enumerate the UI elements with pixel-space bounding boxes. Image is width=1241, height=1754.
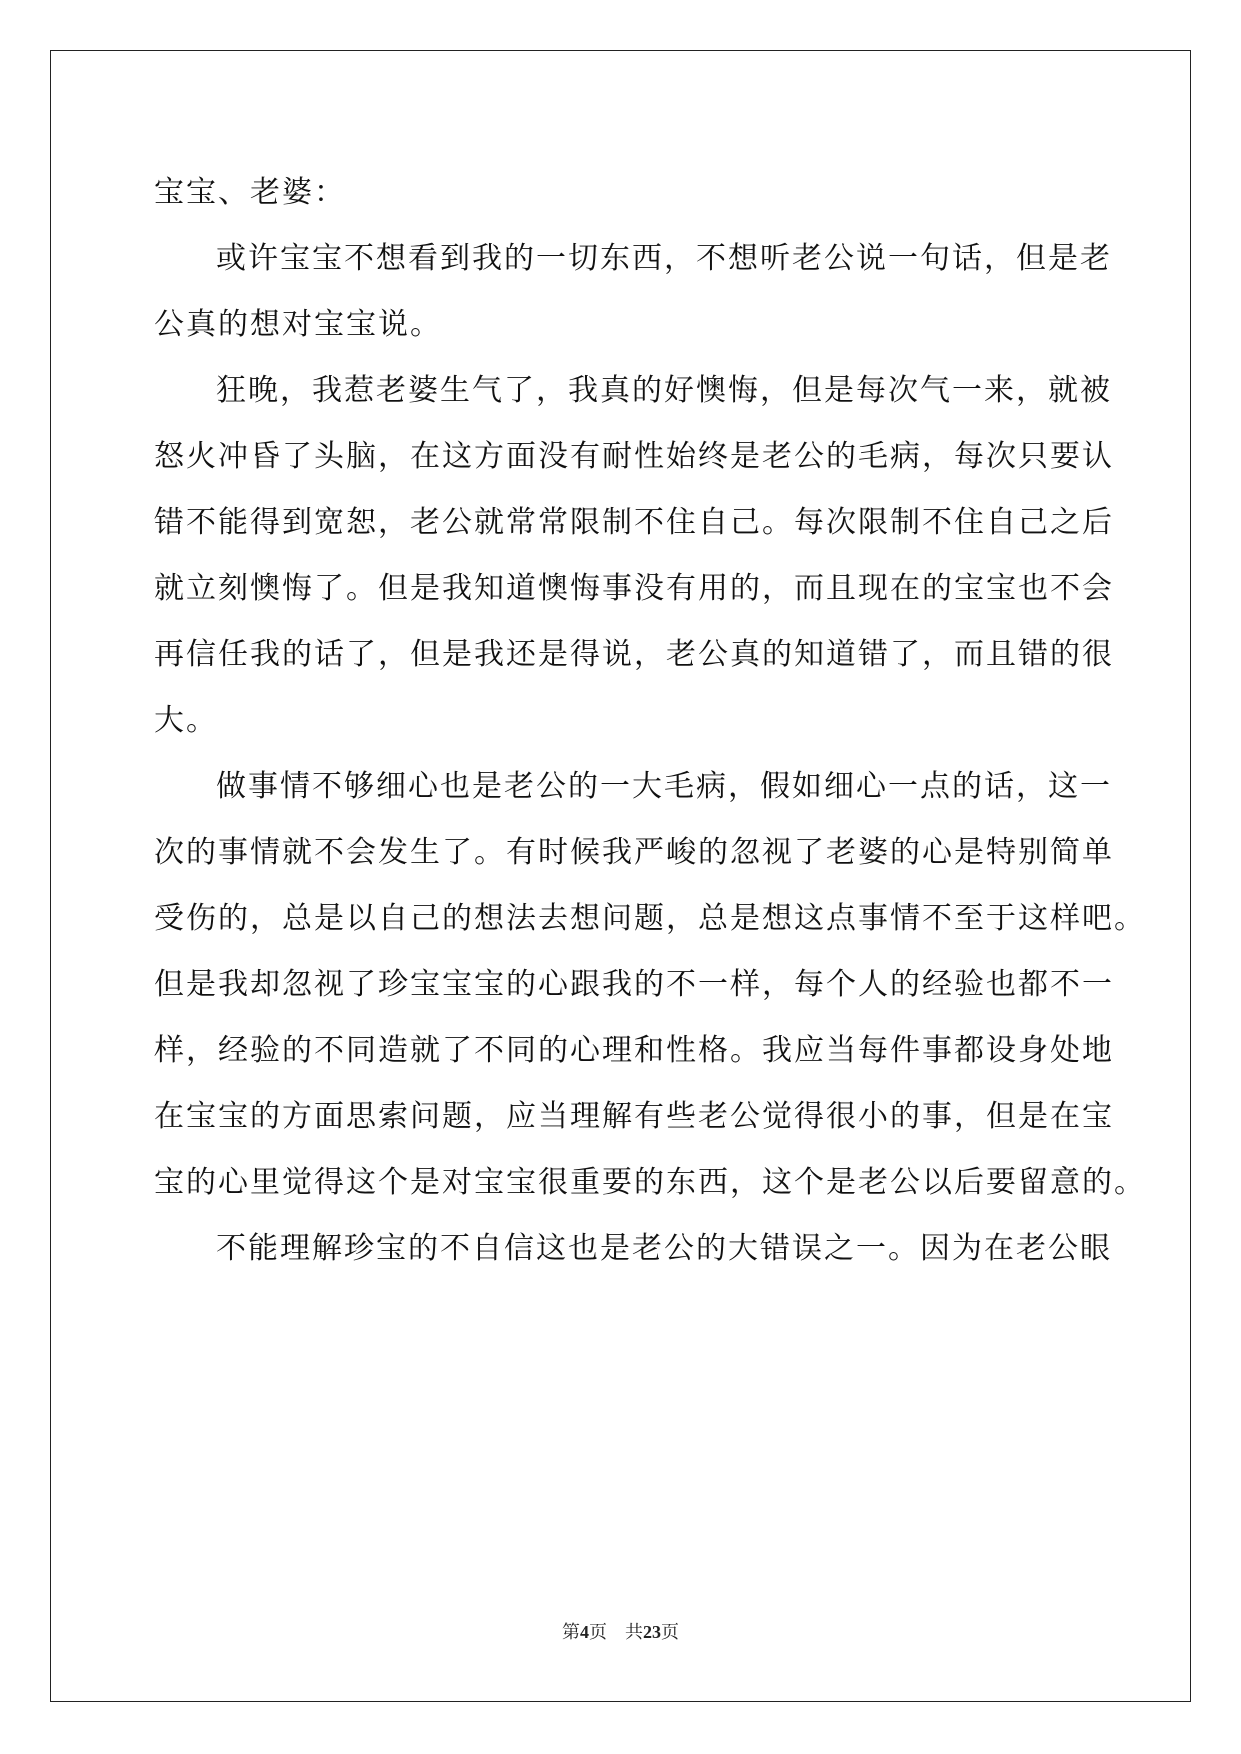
paragraph-line: 错不能得到宽恕，老公就常常限制不住自己。每次限制不住自己之后 bbox=[154, 505, 1114, 540]
total-pages: 23 bbox=[643, 1622, 661, 1642]
paragraph-line: 做事情不够细心也是老公的一大毛病，假如细心一点的话，这一 bbox=[216, 769, 1112, 804]
paragraph-line: 再信任我的话了，但是我还是得说，老公真的知道错了，而且错的很 bbox=[154, 637, 1114, 672]
paragraph-line: 狂晚，我惹老婆生气了，我真的好懊悔，但是每次气一来，就被 bbox=[216, 373, 1112, 408]
paragraph-line: 宝的心里觉得这个是对宝宝很重要的东西，这个是老公以后要留意的。 bbox=[154, 1165, 1146, 1200]
paragraph-line: 或许宝宝不想看到我的一切东西，不想听老公说一句话，但是老 bbox=[216, 241, 1112, 276]
paragraph-line: 但是我却忽视了珍宝宝宝的心跟我的不一样，每个人的经验也都不一 bbox=[154, 967, 1114, 1002]
paragraph-line: 次的事情就不会发生了。有时候我严峻的忽视了老婆的心是特别简单 bbox=[154, 835, 1114, 870]
page-footer bbox=[0, 1618, 1241, 1644]
paragraph-line: 不能理解珍宝的不自信这也是老公的大错误之一。因为在老公眼 bbox=[216, 1231, 1112, 1266]
salutation: 宝宝、老婆： bbox=[154, 175, 346, 210]
total-label-prefix: 共 bbox=[625, 1622, 643, 1642]
paragraph-line: 大。 bbox=[154, 703, 218, 738]
page-label-prefix: 第 bbox=[562, 1622, 580, 1642]
page-label-suffix: 页 bbox=[589, 1622, 607, 1642]
paragraph-line: 怒火冲昏了头脑，在这方面没有耐性始终是老公的毛病，每次只要认 bbox=[154, 439, 1114, 474]
paragraph-line: 样，经验的不同造就了不同的心理和性格。我应当每件事都设身处地 bbox=[154, 1033, 1114, 1068]
paragraph-line: 在宝宝的方面思索问题，应当理解有些老公觉得很小的事，但是在宝 bbox=[154, 1099, 1114, 1134]
total-label-suffix: 页 bbox=[661, 1622, 679, 1642]
letter-body bbox=[154, 160, 1146, 1282]
paragraph-line: 受伤的，总是以自己的想法去想问题，总是想这点事情不至于这样吧。 bbox=[154, 901, 1146, 936]
paragraph-line: 公真的想对宝宝说。 bbox=[154, 307, 442, 342]
page-number: 4 bbox=[580, 1622, 589, 1642]
paragraph-line: 就立刻懊悔了。但是我知道懊悔事没有用的，而且现在的宝宝也不会 bbox=[154, 571, 1114, 606]
